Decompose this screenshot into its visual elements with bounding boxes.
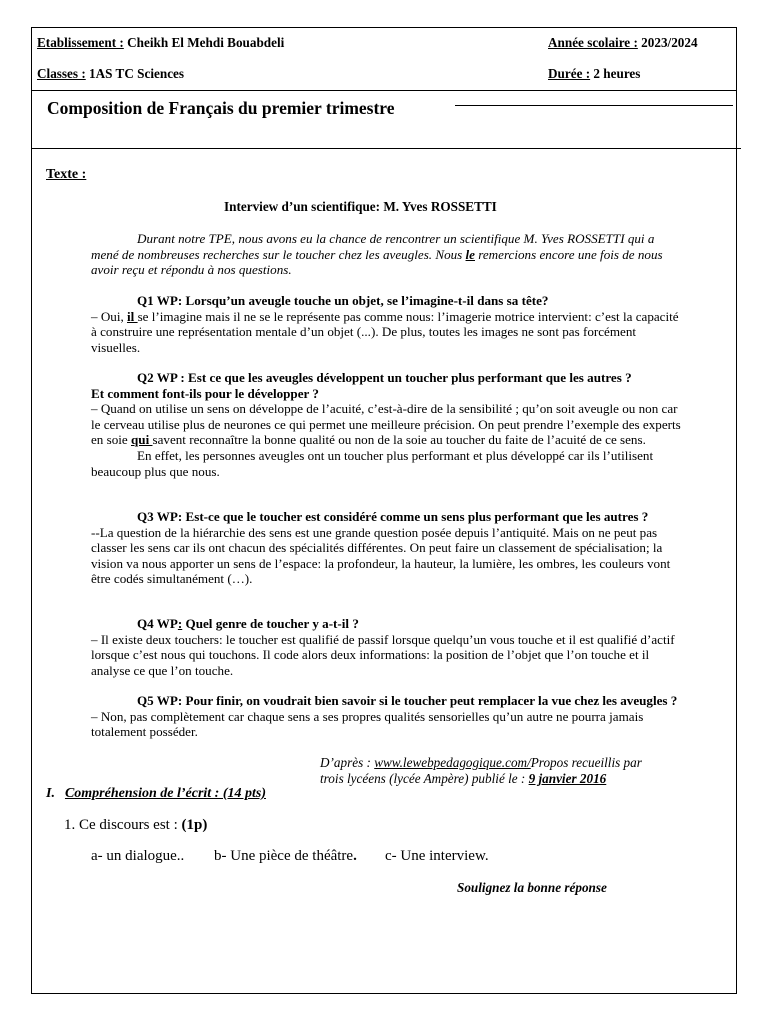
question-4-a: Q4 WP: [137, 616, 178, 631]
source-citation: [320, 755, 642, 786]
exam-title: Composition de Français du premier trimestre: [47, 98, 395, 118]
school-label: Etablissement :: [37, 35, 124, 50]
duration-value: 2 heures: [590, 66, 641, 81]
section-numeral: I.: [46, 786, 55, 801]
answer-2-d: En effet, les personnes aveugles ont un toucher plus performant et plus développé car ils l’utilisent beaucoup plus que nous.: [91, 447, 654, 479]
option-b[interactable]: [214, 848, 357, 865]
option-b-dot: .: [353, 848, 357, 864]
source-publisher: trois lycéens (lycée Ampère) publié le :: [320, 770, 529, 786]
option-b-text: b- Une pièce de théâtre: [214, 848, 354, 864]
question-one: [64, 817, 207, 834]
title-bottom-rule: [31, 148, 741, 149]
question-4-c: Quel genre de toucher y a-t-il ?: [182, 616, 359, 631]
question-5: Q5 WP: Pour finir, on voudrait bien savoir si le toucher peut remplacer la vue chez les aveugles ?: [137, 693, 678, 708]
duration-info: [548, 66, 640, 82]
question-2-block: [91, 370, 681, 479]
question-one-text: 1. Ce discours est :: [64, 817, 182, 833]
question-3: Q3 WP: Est-ce que le toucher est considéré comme un sens plus performant que les autres ?: [137, 509, 649, 524]
answer-5: – Non, pas complètement car chaque sens a ses propres qualités sensorielles qu’un autre ne pourra jamais totalement posséder.: [91, 708, 644, 740]
question-1-block: [91, 293, 681, 355]
question-2-cont: Et comment font-ils pour le développer ?: [91, 385, 319, 401]
section-title: Compréhension de l’écrit : (14 pts): [64, 786, 266, 801]
school-value: Cheikh El Mehdi Bouabdeli: [123, 35, 285, 50]
year-label: Année scolaire :: [548, 35, 638, 50]
year-value: 2023/2024: [637, 35, 698, 50]
answer-2-pronoun: qui: [131, 432, 153, 448]
answer-1-c: se l’imagine mais il ne se le représente pas comme nous: l’imagerie motrice intervient: c’est la capacité à construire une représentation mentale d’un objet (...). De plus, toutes les images ne sont pas forcément visuelles.: [91, 308, 679, 355]
school-info: [37, 35, 284, 51]
school-year: [548, 35, 698, 51]
intro-pronoun: le: [465, 246, 475, 262]
answer-instruction: Soulignez la bonne réponse: [457, 880, 607, 895]
intro-text-c: remercions encore une fois de nous avoir reçu et répondu à nos questions.: [91, 246, 663, 278]
intro-paragraph: [91, 231, 681, 278]
answer-3: --La question de la hiérarchie des sens est une grande question posée depuis l’antiquité. Mais on ne peut pas classer les sens car ils ont chacun des spécialités différentes. On peut faire un classement de spécialisation; la vision va nous apporter un sens de l’espace: la profondeur, la hauteur, la lumière, les ombres, les couleurs vont être codés simultanément (…).: [91, 524, 671, 587]
source-date: 9 janvier 2016: [528, 770, 607, 786]
interview-title: Interview d’un scientifique: M. Yves ROSSETTI: [224, 199, 497, 214]
question-one-points: (1p): [181, 817, 208, 833]
option-a[interactable]: a- un dialogue..: [91, 848, 185, 864]
class-info: [37, 66, 184, 82]
duration-label: Durée :: [548, 66, 591, 81]
question-5-block: [91, 693, 681, 740]
title-rule: [455, 105, 733, 106]
source-link[interactable]: www.lewebpedagogique.com/: [374, 755, 531, 770]
header-divider: [31, 90, 737, 91]
question-3-block: [91, 509, 681, 587]
question-1: Q1 WP: Lorsqu’un aveugle touche un objet, se l’imagine-t-il dans sa tête?: [137, 293, 549, 308]
source-prefix: D’après :: [320, 755, 375, 770]
question-2: Q2 WP : Est ce que les aveugles développent un toucher plus performant que les autres ?: [137, 370, 632, 385]
question-4-colon: :: [177, 616, 183, 631]
answer-2-a: – Quand on utilise un sens on développe de l’acuité, c’est-à-dire de la sensibilité ; qu’on soit aveugle ou non car le cerveau utilise plus de neurones ce qui permet une meilleure précision. On peut prendre l’exemple des experts en soie: [91, 401, 681, 448]
answer-4: – Il existe deux touchers: le toucher est qualifié de passif lorsque quelqu’un vous touche et il est qualifié d’actif lorsque c’est nous qui touchons. Il code alors deux informations: la position de l’objet que l’on touche et il analyse ce que l’on touche.: [91, 631, 675, 678]
source-suffix: Propos recueillis par: [530, 755, 642, 770]
section-heading: [46, 786, 266, 802]
answer-2-c: savent reconnaître la bonne qualité ou non de la soie au toucher du faite de l’acuité de ce sens.: [152, 432, 646, 448]
class-value: 1AS TC Sciences: [85, 66, 185, 81]
option-c[interactable]: c- Une interview.: [385, 848, 489, 864]
answer-1-a: – Oui,: [91, 308, 128, 324]
class-label: Classes :: [37, 66, 86, 81]
intro-text-a: Durant notre TPE, nous avons eu la chance de rencontrer un scientifique M. Yves ROSSETTI qui a mené de nombreuses recherches sur le toucher chez les aveugles. Nous: [91, 231, 655, 262]
text-label: Texte :: [46, 167, 87, 182]
answer-1-pronoun: il: [127, 308, 138, 324]
question-4-block: [91, 616, 681, 678]
